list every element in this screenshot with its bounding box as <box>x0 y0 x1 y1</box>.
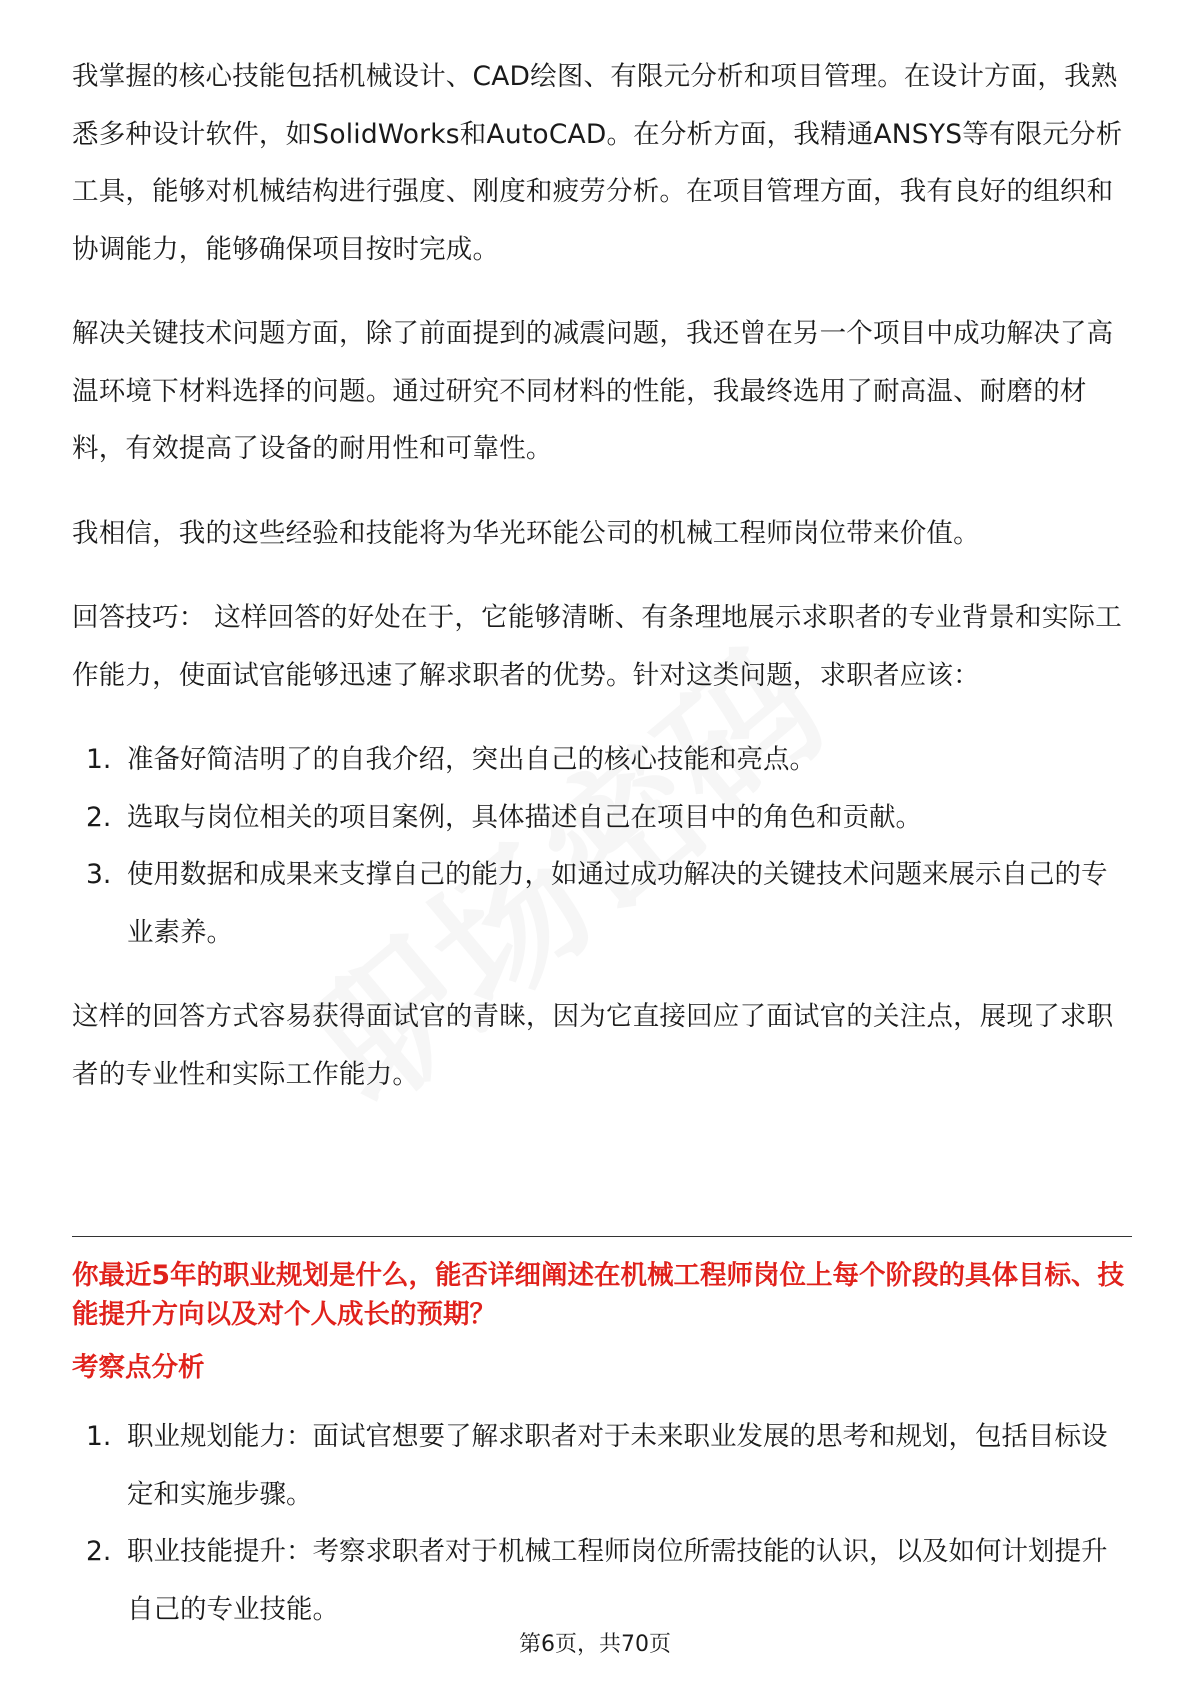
analysis-list <box>72 1408 1132 1638</box>
section-divider <box>72 1236 1132 1237</box>
paragraph-value: 我相信，我的这些经验和技能将为华光环能公司的机械工程师岗位带来价值。 <box>72 517 980 549</box>
paragraph-skills: 我掌握的核心技能包括机械设计、CAD绘图、有限元分析和项目管理。在设计方面，我熟悉多种设计软件，如SolidWorks和AutoCAD。在分析方面，我精通ANSYS等有限元分析工具，能够对机械结构进行强度、刚度和疲劳分析。在项目管理方面，我有良好的组织和协调能力，能够确保项目按时完成。 <box>72 61 1123 265</box>
list-item <box>72 789 1132 847</box>
interview-question: 你最近5年的职业规划是什么，能否详细阐述在机械工程师岗位上每个阶段的具体目标、技能提升方向以及对个人成长的预期？ <box>72 1260 1124 1330</box>
tips-list <box>72 731 1132 961</box>
paragraph-answer-tips: 回答技巧： 这样回答的好处在于，它能够清晰、有条理地展示求职者的专业背景和实际工作能力，使面试官能够迅速了解求职者的优势。针对这类问题，求职者应该： <box>72 602 1122 691</box>
list-item <box>72 846 1132 961</box>
paragraph-closing: 这样的回答方式容易获得面试官的青睐，因为它直接回应了面试官的关注点，展现了求职者的专业性和实际工作能力。 <box>72 1001 1114 1090</box>
list-item-text: 准备好简洁明了的自我介绍，突出自己的核心技能和亮点。 <box>127 744 816 775</box>
list-number: 1. <box>86 744 112 775</box>
list-number: 1. <box>86 1421 112 1452</box>
list-item-text: 职业技能提升：考察求职者对于机械工程师岗位所需技能的认识，以及如何计划提升自己的专业技能。 <box>127 1536 1108 1625</box>
list-item <box>72 1408 1132 1523</box>
list-item-text: 职业规划能力：面试官想要了解求职者对于未来职业发展的思考和规划，包括目标设定和实施步骤。 <box>127 1421 1108 1510</box>
analysis-heading: 考察点分析 <box>72 1352 205 1383</box>
answer-body <box>72 48 1132 1130</box>
page-footer: 第6页，共70页 <box>519 1632 671 1657</box>
paragraph-problem-solving: 解决关键技术问题方面，除了前面提到的减震问题，我还曾在另一个项目中成功解决了高温环境下材料选择的问题。通过研究不同材料的性能，我最终选用了耐高温、耐磨的材料，有效提高了设备的耐用性和可靠性。 <box>72 318 1114 464</box>
list-item-text: 使用数据和成果来支撑自己的能力，如通过成功解决的关键技术问题来展示自己的专业素养。 <box>127 859 1108 948</box>
list-item-text: 选取与岗位相关的项目案例，具体描述自己在项目中的角色和贡献。 <box>127 801 922 833</box>
list-number: 2. <box>86 1536 112 1567</box>
list-number: 2. <box>86 801 112 833</box>
list-item <box>72 1523 1132 1638</box>
list-item <box>72 731 1132 789</box>
list-number: 3. <box>86 859 112 890</box>
